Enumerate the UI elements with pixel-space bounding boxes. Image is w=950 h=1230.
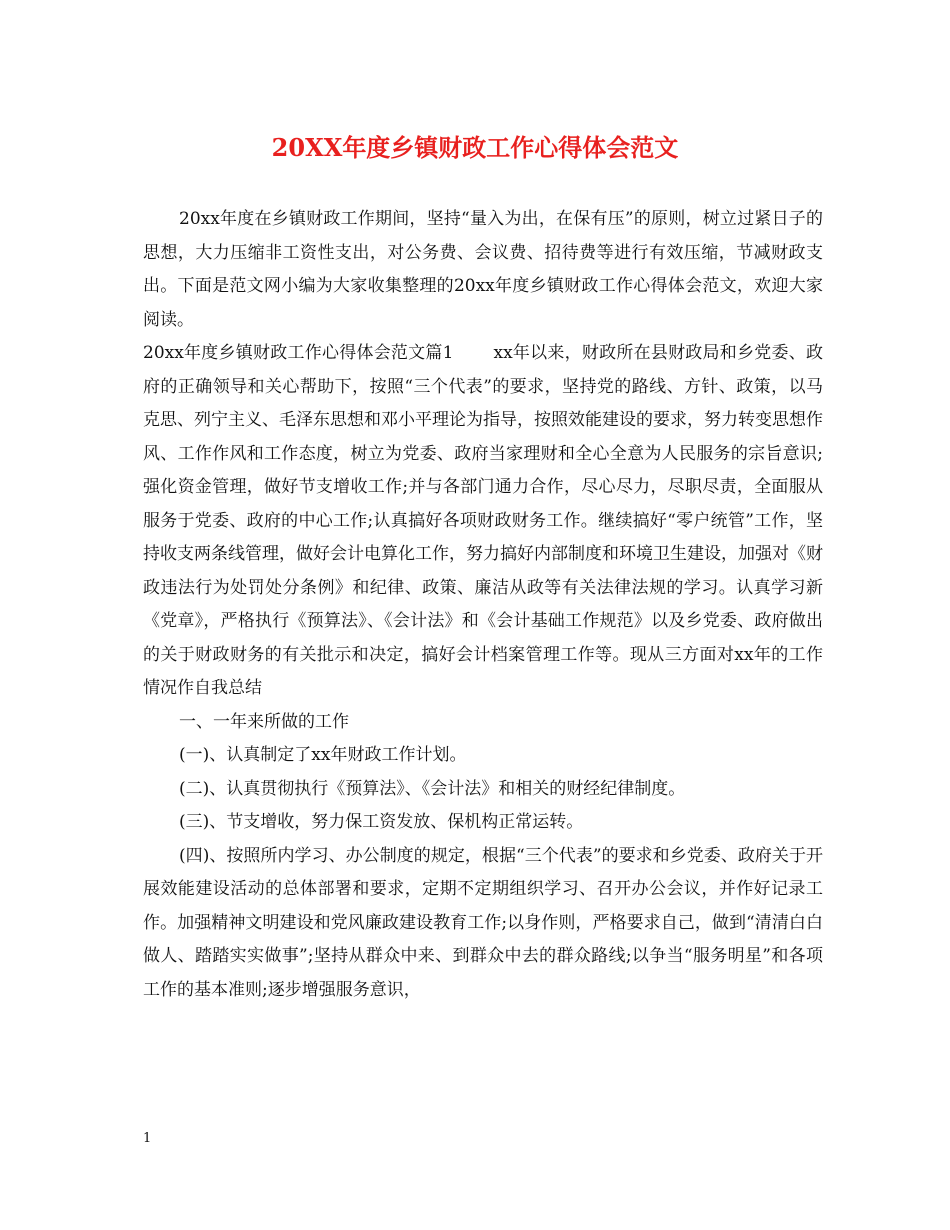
section-body: xx年以来，财政所在县财政局和乡党委、政府的正确领导和关心帮助下，按照“三个代表”的要求，坚持党的路线、方针、政策，以马克思、列宁主义、毛泽东思想和邓小平理论为指导，按照效能建设的要求，努力转变思想作风、工作作风和工作态度，树立为党委、政府当家理财和全心全意为人民服务的宗旨意识;强化资金管理，做好节支增收工作;并与各部门通力合作，尽心尽力，尽职尽责，全面服从服务于党委、政府的中心工作;认真搞好各项财政财务工作。继续搞好“零户统管”工作，坚持收支两条线管理，做好会计电算化工作，努力搞好内部制度和环境卫生建设，加强对《财政违法行为处罚处分条例》和纪律、政策、廉洁从政等有关法律法规的学习。认真学习新《党章》，严格执行《预算法》、《会计法》和《会计基础工作规范》以及乡党委、政府做出的关于财政财务的有关批示和决定，搞好会计档案管理工作等。现从三方面对xx年的工作情况作自我总结 [143, 343, 823, 698]
document-title: 20XX年度乡镇财政工作心得体会范文 [271, 133, 679, 162]
paragraph-heading-one: 一、一年来所做的工作 [179, 711, 349, 732]
paragraph-item-1: (一)、认真制定了xx年财政工作计划。 [179, 745, 467, 765]
section-heading: 20xx年度乡镇财政工作心得体会范文篇1 [143, 343, 454, 363]
paragraph-item-4: (四)、按照所内学习、办公制度的规定，根据“三个代表”的要求和乡党委、政府关于开展效能建设活动的总体部署和要求，定期不定期组织学习、召开办公会议，并作好记录工作。加强精神文明建设和党风廉政建设教育工作;以身作则，严格要求自己，做到“清清白白做人、踏踏实实做事”;坚持从群众中来、到群众中去的群众路线;以争当“服务明星”和各项工作的基本准则;逐步增强服务意识， [143, 845, 823, 1000]
page-number: 1 [143, 1131, 152, 1146]
paragraph-item-3: (三)、节支增收，努力保工资发放、保机构正常运转。 [179, 812, 584, 832]
paragraph-intro: 20xx年度在乡镇财政工作期间，坚持“量入为出，在保有压”的原则，树立过紧日子的思想，大力压缩非工资性支出，对公务费、会议费、招待费等进行有效压缩，节减财政支出。下面是范文网小编为大家收集整理的20xx年度乡镇财政工作心得体会范文，欢迎大家阅读。 [143, 209, 823, 330]
paragraph-section-1 [143, 337, 823, 706]
document-body [143, 203, 823, 1007]
paragraph-item-2: (二)、认真贯彻执行《预算法》、《会计法》和相关的财经纪律制度。 [179, 778, 686, 799]
